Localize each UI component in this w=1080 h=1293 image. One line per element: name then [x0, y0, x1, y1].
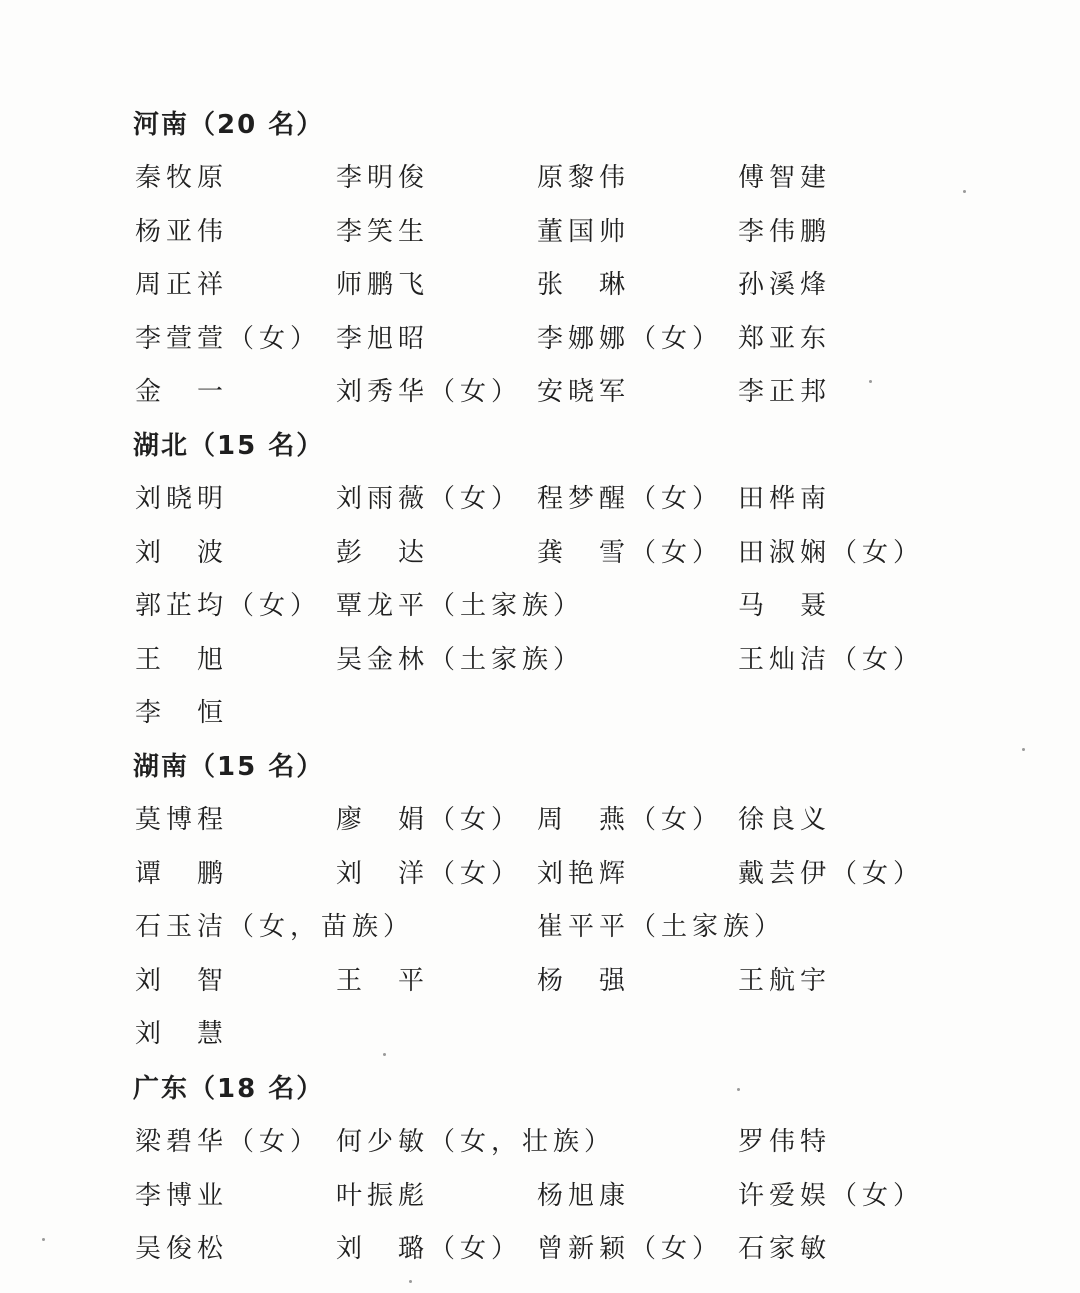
- name-entry: 秦牧原: [135, 163, 229, 193]
- name-entry: 龚 雪（女）: [537, 538, 724, 568]
- name-entry: 张 琳: [537, 270, 631, 300]
- scan-speck: [869, 380, 872, 383]
- name-entry: 周 燕（女）: [537, 805, 724, 835]
- name-entry: 董国帅: [537, 217, 631, 247]
- name-entry: 石家敏: [738, 1234, 832, 1264]
- section-title: 河南（20 名）: [133, 110, 325, 140]
- scan-speck: [42, 1238, 45, 1241]
- scan-speck: [1022, 748, 1025, 751]
- name-entry: 石玉洁（女，苗族）: [135, 912, 415, 942]
- name-entry: 刘 智: [135, 966, 229, 996]
- scan-speck: [963, 190, 966, 193]
- name-entry: 周正祥: [135, 270, 229, 300]
- section-title: 湖北（15 名）: [133, 431, 325, 461]
- name-entry: 彭 达: [336, 538, 430, 568]
- name-entry: 王航宇: [738, 966, 832, 996]
- name-entry: 李笑生: [336, 217, 430, 247]
- name-entry: 刘艳辉: [537, 859, 631, 889]
- name-entry: 原黎伟: [537, 163, 631, 193]
- name-entry: 李萱萱（女）: [135, 324, 322, 354]
- name-entry: 郑亚东: [738, 324, 832, 354]
- name-entry: 安晓军: [537, 377, 631, 407]
- name-entry: 杨 强: [537, 966, 631, 996]
- name-entry: 傅智建: [738, 163, 832, 193]
- name-entry: 师鹏飞: [336, 270, 430, 300]
- name-entry: 杨亚伟: [135, 217, 229, 247]
- name-entry: 何少敏（女，壮族）: [336, 1127, 616, 1157]
- name-entry: 刘雨薇（女）: [336, 484, 523, 514]
- name-entry: 戴芸伊（女）: [738, 859, 925, 889]
- scan-speck: [737, 1088, 740, 1091]
- name-entry: 许爱娱（女）: [738, 1181, 925, 1211]
- name-entry: 莫博程: [135, 805, 229, 835]
- name-entry: 廖 娟（女）: [336, 805, 523, 835]
- name-entry: 刘秀华（女）: [336, 377, 523, 407]
- name-entry: 刘 璐（女）: [336, 1234, 523, 1264]
- name-entry: 徐良义: [738, 805, 832, 835]
- name-entry: 吴俊松: [135, 1234, 229, 1264]
- section-title: 湖南（15 名）: [133, 752, 325, 782]
- name-entry: 李娜娜（女）: [537, 324, 724, 354]
- name-entry: 刘 慧: [135, 1019, 229, 1049]
- name-entry: 吴金林（土家族）: [336, 645, 585, 675]
- name-entry: 谭 鹏: [135, 859, 229, 889]
- name-entry: 田淑娴（女）: [738, 538, 925, 568]
- scan-speck: [383, 1053, 386, 1056]
- name-entry: 王 旭: [135, 645, 229, 675]
- name-entry: 李正邦: [738, 377, 832, 407]
- section-title: 广东（18 名）: [133, 1074, 325, 1104]
- name-entry: 梁碧华（女）: [135, 1127, 322, 1157]
- name-entry: 田桦南: [738, 484, 832, 514]
- name-entry: 李博业: [135, 1181, 229, 1211]
- name-entry: 刘晓明: [135, 484, 229, 514]
- name-entry: 李明俊: [336, 163, 430, 193]
- name-entry: 李 恒: [135, 698, 229, 728]
- name-entry: 叶振彪: [336, 1181, 430, 1211]
- name-entry: 覃龙平（土家族）: [336, 591, 585, 621]
- name-entry: 刘 洋（女）: [336, 859, 523, 889]
- name-entry: 程梦醒（女）: [537, 484, 724, 514]
- name-entry: 李旭昭: [336, 324, 430, 354]
- name-entry: 金 一: [135, 377, 229, 407]
- name-entry: 曾新颖（女）: [537, 1234, 724, 1264]
- name-entry: 郭芷均（女）: [135, 591, 322, 621]
- name-entry: 王 平: [336, 966, 430, 996]
- name-entry: 孙溪烽: [738, 270, 832, 300]
- name-entry: 罗伟特: [738, 1127, 832, 1157]
- name-entry: 崔平平（土家族）: [537, 912, 786, 942]
- name-entry: 刘 波: [135, 538, 229, 568]
- name-entry: 马 聂: [738, 591, 832, 621]
- scan-speck: [409, 1280, 412, 1283]
- name-entry: 王灿洁（女）: [738, 645, 925, 675]
- name-entry: 李伟鹏: [738, 217, 832, 247]
- name-entry: 杨旭康: [537, 1181, 631, 1211]
